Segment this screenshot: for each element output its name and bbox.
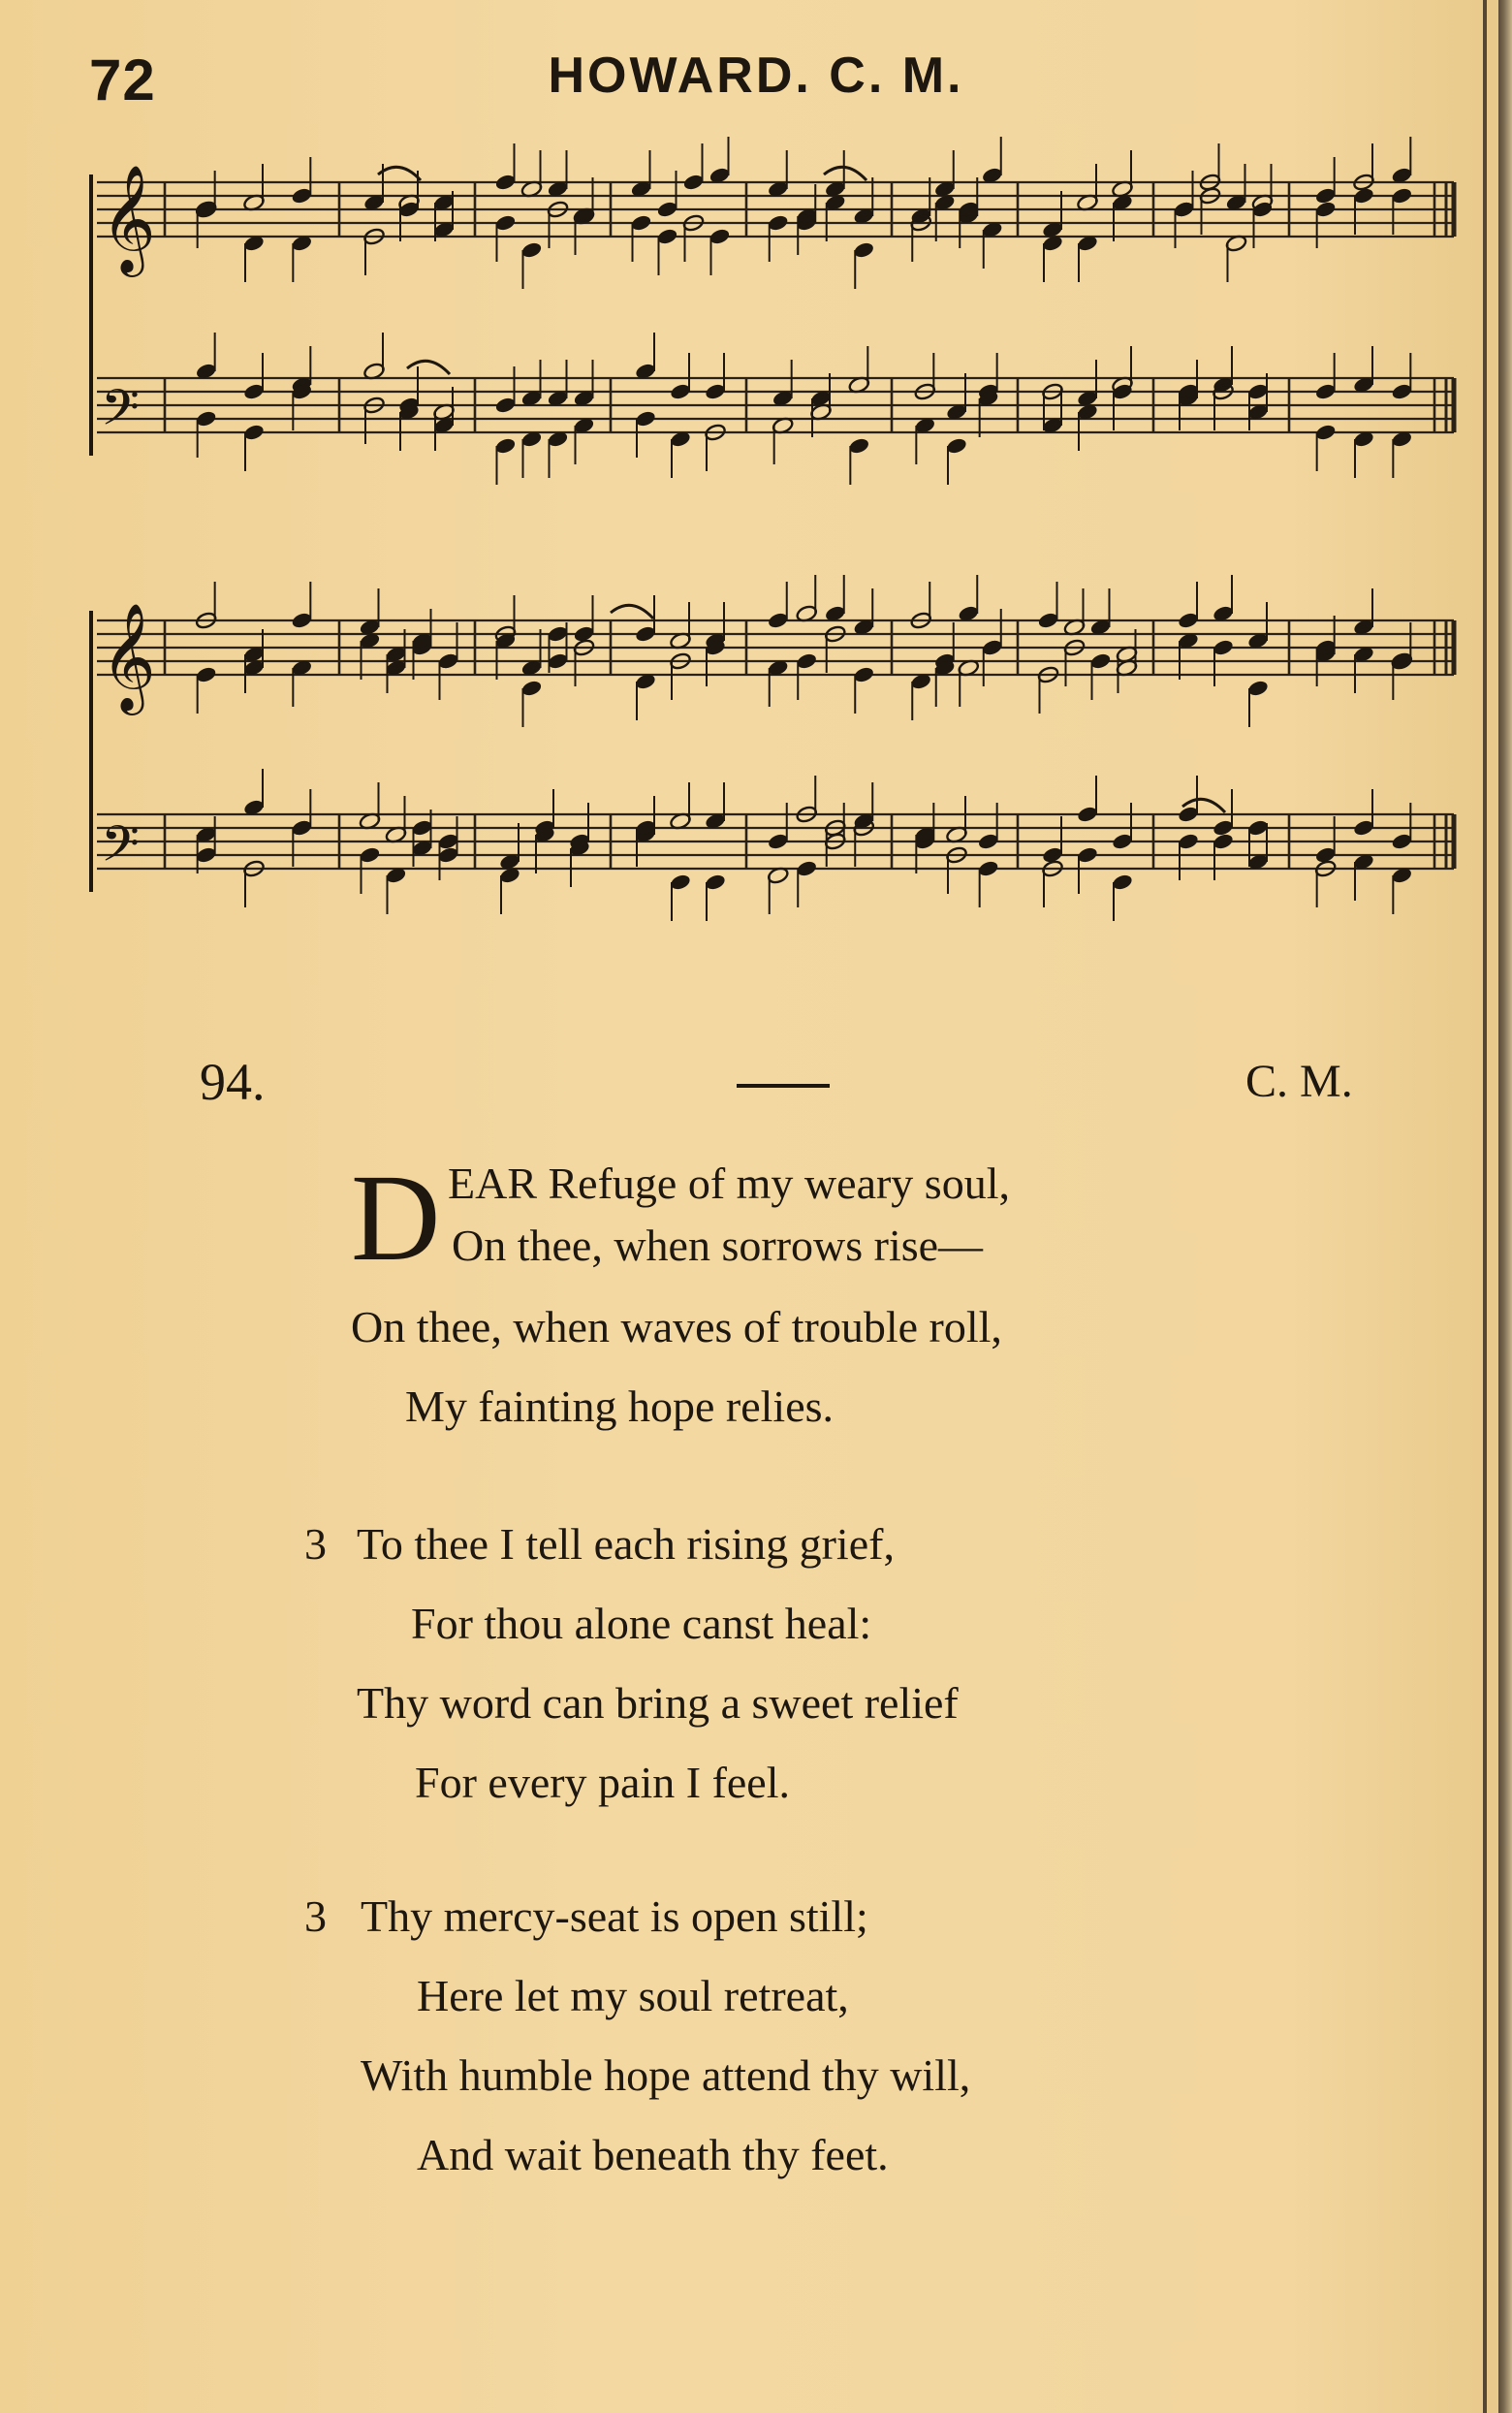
stanza-3-number: 3: [304, 1891, 327, 1941]
stanza-3-line-1: Thy mercy-seat is open still;: [361, 1891, 868, 1941]
stanza-2-line-1: To thee I tell each rising grief,: [357, 1519, 895, 1569]
svg-text:𝄞: 𝄞: [101, 602, 156, 711]
stanza-3-line-4: And wait beneath thy feet.: [417, 2130, 889, 2179]
svg-text:𝄢: 𝄢: [101, 814, 140, 885]
svg-text:𝄞: 𝄞: [101, 164, 156, 272]
stanza-2-number: 3: [304, 1519, 327, 1569]
stanza-2-line-4: For every pain I feel.: [415, 1758, 791, 1807]
spine-shadow: [1483, 0, 1487, 2413]
hymn-meter: C. M.: [1245, 1056, 1353, 1107]
stanza-2-line-2: For thou alone canst heal:: [411, 1599, 872, 1648]
svg-text:𝄢: 𝄢: [101, 378, 140, 449]
hymn-number: 94.: [200, 1053, 266, 1111]
page-edge: [1498, 0, 1512, 2413]
tune-title: HOWARD. C. M.: [548, 48, 964, 104]
drop-cap: D: [351, 1149, 441, 1286]
stanza-1-line-4: My fainting hope relies.: [405, 1381, 835, 1431]
stanza-3-line-3: With humble hope attend thy will,: [361, 2050, 971, 2100]
stanza-1-line-2: On thee, when sorrows rise—: [452, 1221, 984, 1270]
stanza-2-line-3: Thy word can bring a sweet relief: [357, 1678, 959, 1728]
stanza-1-line-3: On thee, when waves of trouble roll,: [351, 1302, 1002, 1351]
page-number: 72: [89, 48, 156, 112]
hymn-divider: [737, 1084, 830, 1088]
music-score: [87, 136, 1483, 1008]
stanza-3-line-2: Here let my soul retreat,: [417, 1971, 849, 2020]
stanza-1-line-1: EAR Refuge of my weary soul,: [448, 1159, 1010, 1208]
